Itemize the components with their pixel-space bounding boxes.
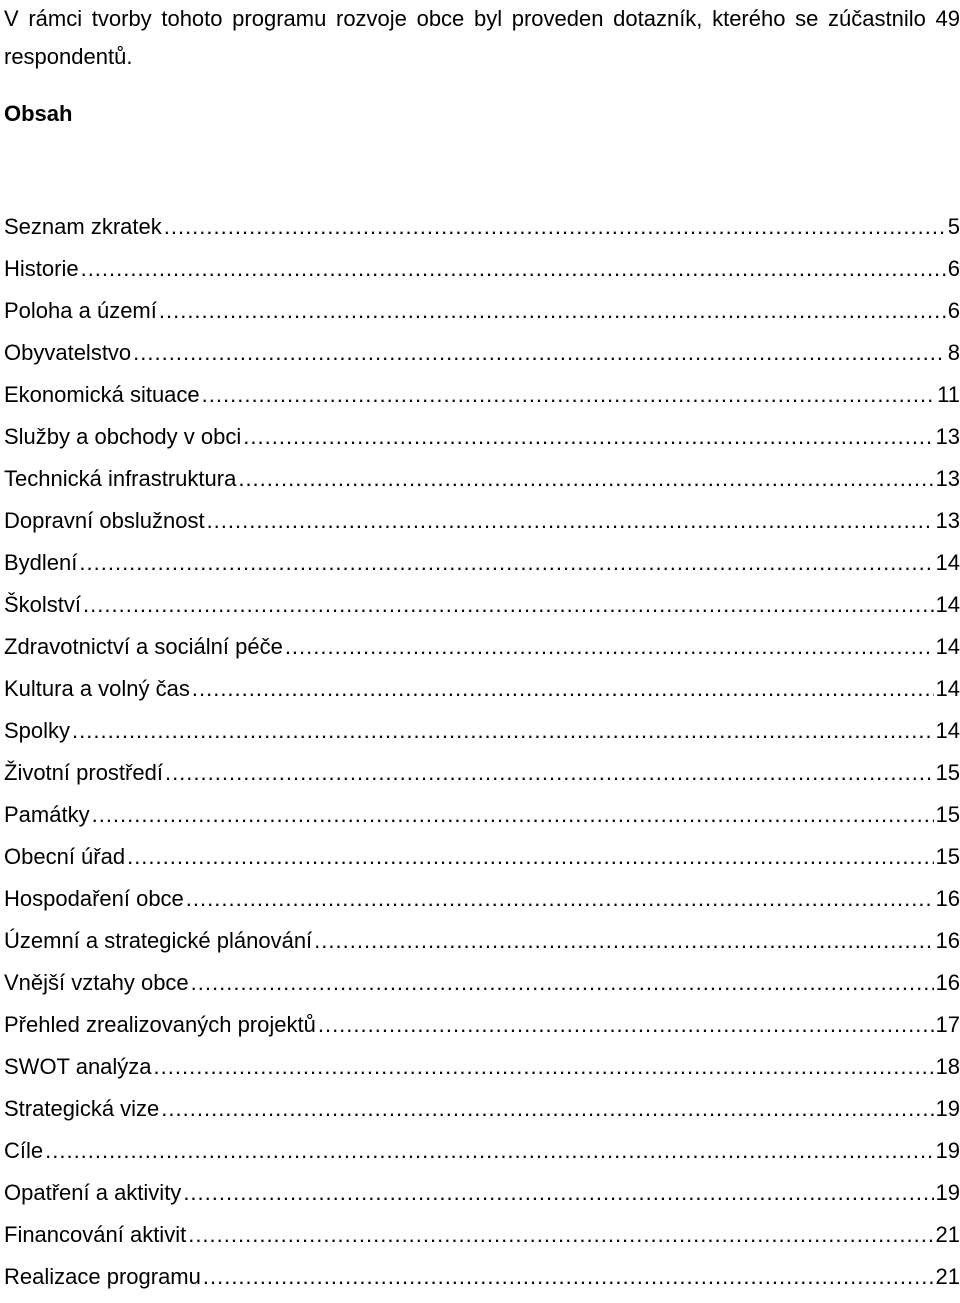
toc-dot-leader (154, 1051, 934, 1083)
toc-entry-label: Seznam zkratek (4, 214, 162, 239)
toc-entry[interactable] (4, 757, 960, 799)
toc-entry[interactable] (4, 1177, 960, 1219)
toc-entry-label: Památky (4, 802, 90, 827)
toc-entry[interactable] (4, 715, 960, 757)
toc-entry[interactable] (4, 295, 960, 337)
toc-entry-page-number: 6 (947, 298, 960, 323)
table-of-contents (4, 211, 960, 1303)
toc-dot-leader (186, 883, 934, 915)
toc-entry[interactable] (4, 967, 960, 1009)
toc-dot-leader (183, 1177, 933, 1209)
toc-dot-leader (188, 1219, 933, 1251)
toc-dot-leader (285, 631, 934, 663)
toc-entry-label: Poloha a území (4, 298, 157, 323)
toc-entry[interactable] (4, 421, 960, 463)
toc-entry-label: Dopravní obslužnost (4, 508, 205, 533)
toc-entry-label: Technická infrastruktura (4, 466, 237, 491)
toc-entry-label: Cíle (4, 1138, 44, 1163)
toc-entry-page-number: 14 (935, 550, 960, 575)
toc-entry-label: Strategická vize (4, 1096, 160, 1121)
toc-entry[interactable] (4, 1135, 960, 1177)
toc-entry-label: Realizace programu (4, 1264, 201, 1289)
toc-dot-leader (161, 1093, 933, 1125)
toc-entry[interactable] (4, 463, 960, 505)
toc-entry-page-number: 16 (935, 928, 960, 953)
toc-entry-page-number: 14 (935, 634, 960, 659)
document-page (4, 0, 960, 1289)
toc-entry-label: Vnější vztahy obce (4, 970, 189, 995)
toc-entry-page-number: 6 (947, 256, 960, 281)
toc-entry-label: Obecní úřad (4, 844, 126, 869)
intro-paragraph: V rámci tvorby tohoto programu rozvoje obce byl proveden dotazník, kterého se zúčastnilo 49 respondentů. (4, 6, 960, 69)
toc-dot-leader (202, 379, 936, 411)
toc-entry[interactable] (4, 1261, 960, 1303)
toc-dot-leader (79, 547, 933, 579)
toc-entry-page-number: 17 (935, 1012, 960, 1037)
toc-dot-leader (238, 463, 933, 495)
toc-dot-leader (318, 1009, 934, 1041)
toc-dot-leader (133, 337, 946, 369)
toc-entry-label: Ekonomická situace (4, 382, 200, 407)
toc-dot-leader (127, 841, 933, 873)
toc-dot-leader (72, 715, 933, 747)
toc-entry-label: Obyvatelstvo (4, 340, 132, 365)
toc-entry-page-number: 16 (935, 970, 960, 995)
toc-entry-label: Bydlení (4, 550, 78, 575)
toc-entry[interactable] (4, 379, 960, 421)
toc-entry-page-number: 14 (935, 592, 960, 617)
toc-entry[interactable] (4, 505, 960, 547)
toc-entry-page-number: 21 (935, 1222, 960, 1247)
toc-dot-leader (164, 211, 946, 243)
toc-entry-page-number: 14 (935, 718, 960, 743)
toc-entry-page-number: 15 (935, 844, 960, 869)
toc-entry-label: Životní prostředí (4, 760, 163, 785)
toc-dot-leader (207, 505, 934, 537)
toc-dot-leader (81, 253, 946, 285)
toc-entry[interactable] (4, 589, 960, 631)
toc-entry-label: Zdravotnictví a sociální péče (4, 634, 283, 659)
toc-dot-leader (192, 673, 934, 705)
toc-dot-leader (165, 757, 934, 789)
toc-dot-leader (45, 1135, 933, 1167)
toc-entry[interactable] (4, 631, 960, 673)
toc-entry-page-number: 19 (935, 1138, 960, 1163)
toc-entry-label: Územní a strategické plánování (4, 928, 313, 953)
toc-entry[interactable] (4, 211, 960, 253)
toc-entry-label: Historie (4, 256, 79, 281)
toc-entry-page-number: 21 (935, 1264, 960, 1289)
toc-dot-leader (83, 589, 933, 621)
toc-entry[interactable] (4, 1009, 960, 1051)
toc-entry[interactable] (4, 1051, 960, 1093)
toc-dot-leader (92, 799, 934, 831)
toc-entry[interactable] (4, 673, 960, 715)
toc-entry[interactable] (4, 1093, 960, 1135)
toc-entry[interactable] (4, 883, 960, 925)
toc-entry-label: Spolky (4, 718, 71, 743)
toc-entry-label: Služby a obchody v obci (4, 424, 242, 449)
toc-entry-label: Opatření a aktivity (4, 1180, 182, 1205)
toc-entry-label: SWOT analýza (4, 1054, 152, 1079)
toc-entry[interactable] (4, 547, 960, 589)
toc-entry-page-number: 8 (947, 340, 960, 365)
toc-entry[interactable] (4, 1219, 960, 1261)
toc-entry-page-number: 13 (935, 508, 960, 533)
toc-entry-label: Školství (4, 592, 82, 617)
toc-entry[interactable] (4, 253, 960, 295)
toc-dot-leader (243, 421, 933, 453)
toc-dot-leader (203, 1261, 934, 1293)
toc-entry-page-number: 5 (947, 214, 960, 239)
toc-entry[interactable] (4, 337, 960, 379)
toc-entry-page-number: 13 (935, 424, 960, 449)
toc-entry-page-number: 11 (937, 382, 960, 407)
toc-dot-leader (314, 925, 933, 957)
toc-entry-page-number: 15 (935, 802, 960, 827)
toc-entry-label: Kultura a volný čas (4, 676, 190, 701)
toc-dot-leader (191, 967, 934, 999)
toc-entry-page-number: 13 (935, 466, 960, 491)
toc-dot-leader (159, 295, 946, 327)
toc-entry-label: Hospodaření obce (4, 886, 184, 911)
toc-entry-label: Přehled zrealizovaných projektů (4, 1012, 316, 1037)
toc-entry-page-number: 14 (935, 676, 960, 701)
toc-entry[interactable] (4, 925, 960, 967)
toc-entry-label: Financování aktivit (4, 1222, 187, 1247)
toc-entry-page-number: 19 (935, 1180, 960, 1205)
toc-entry[interactable] (4, 799, 960, 841)
toc-heading: Obsah (4, 101, 73, 126)
toc-entry-page-number: 18 (935, 1054, 960, 1079)
toc-entry-page-number: 16 (935, 886, 960, 911)
toc-entry-page-number: 15 (935, 760, 960, 785)
toc-entry-page-number: 19 (935, 1096, 960, 1121)
toc-entry[interactable] (4, 841, 960, 883)
